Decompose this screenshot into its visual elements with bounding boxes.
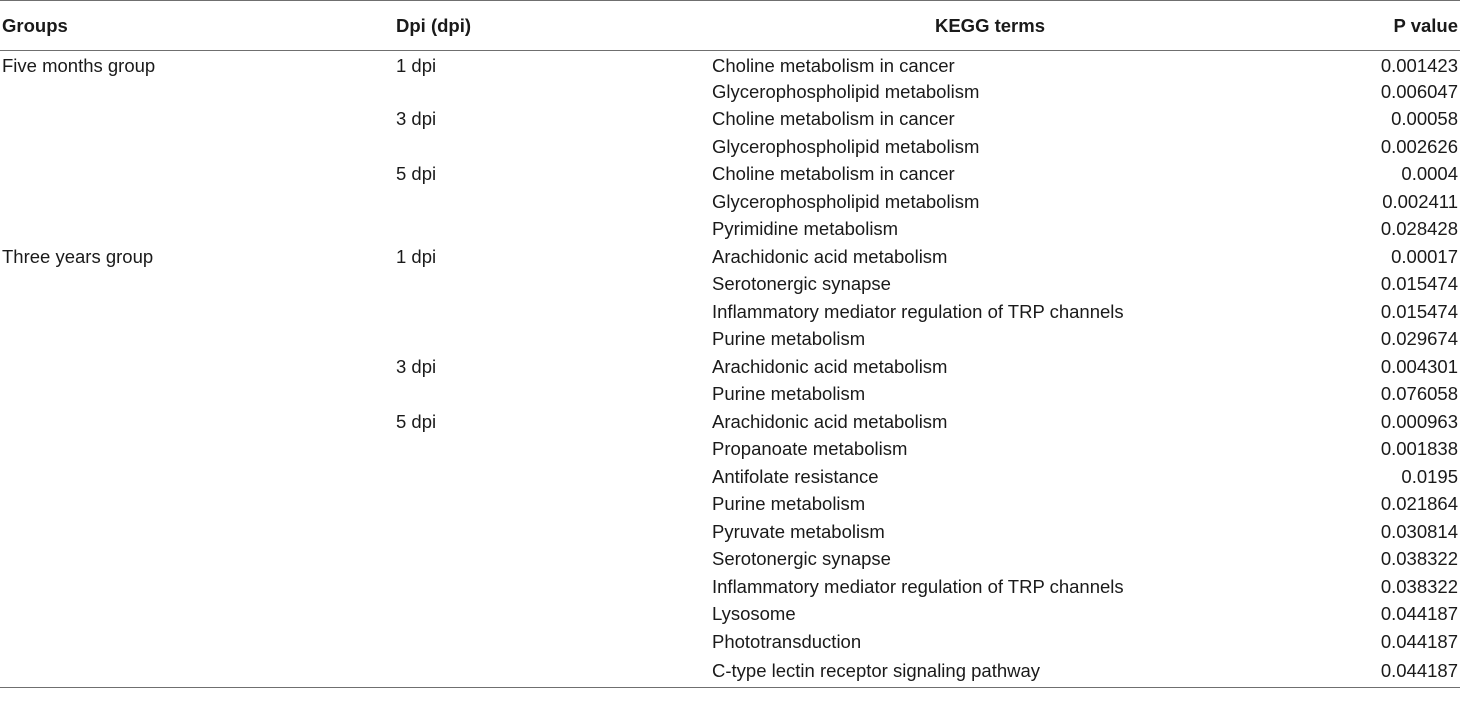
cell-p-value: 0.038322 — [1380, 575, 1458, 597]
cell-kegg-term: Choline metabolism in cancer — [712, 108, 955, 130]
cell-group — [0, 161, 396, 189]
cell-group — [0, 408, 396, 436]
cell-kegg-term: Glycerophospholipid metabolism — [712, 135, 980, 157]
cell-dpi: 5 dpi — [396, 410, 437, 432]
cell-kegg-term: Pyrimidine metabolism — [712, 218, 899, 240]
cell-group — [0, 188, 396, 216]
cell-kegg-term: Choline metabolism in cancer — [712, 163, 955, 185]
cell-kegg-term: Inflammatory mediator regulation of TRP channels — [712, 575, 1124, 597]
table-row — [0, 78, 1460, 106]
table-row — [0, 271, 1460, 299]
table-row — [0, 326, 1460, 354]
table-row — [0, 573, 1460, 601]
cell-kegg-term: Arachidonic acid metabolism — [712, 355, 948, 377]
header-row — [0, 1, 1460, 51]
cell-dpi — [396, 546, 710, 574]
cell-p-value: 0.00017 — [1391, 245, 1458, 267]
cell-group — [0, 518, 396, 546]
cell-kegg-term: Inflammatory mediator regulation of TRP channels — [712, 300, 1124, 322]
cell-dpi — [396, 573, 710, 601]
cell-dpi — [396, 491, 710, 519]
cell-dpi: 3 dpi — [396, 108, 437, 130]
cell-dpi: 1 dpi — [396, 55, 437, 76]
cell-group — [0, 353, 396, 381]
cell-group: Three years group — [2, 245, 154, 267]
cell-p-value: 0.002626 — [1380, 135, 1458, 157]
cell-group — [0, 436, 396, 464]
cell-kegg-term: Glycerophospholipid metabolism — [712, 190, 980, 212]
cell-p-value: 0.006047 — [1380, 80, 1458, 102]
table-row — [0, 298, 1460, 326]
cell-group — [0, 106, 396, 134]
cell-kegg-term: Antifolate resistance — [712, 465, 879, 487]
cell-dpi — [396, 436, 710, 464]
cell-kegg-term: Purine metabolism — [712, 328, 866, 350]
cell-kegg-term: Glycerophospholipid metabolism — [712, 80, 980, 102]
cell-group — [0, 656, 396, 688]
table-row — [0, 243, 1460, 271]
cell-p-value: 0.038322 — [1380, 548, 1458, 570]
cell-p-value: 0.0004 — [1401, 163, 1458, 185]
cell-p-value: 0.000963 — [1380, 410, 1458, 432]
cell-dpi — [396, 188, 710, 216]
cell-p-value: 0.015474 — [1380, 300, 1458, 322]
cell-p-value: 0.004301 — [1380, 355, 1458, 377]
cell-dpi: 3 dpi — [396, 355, 437, 377]
cell-p-value: 0.030814 — [1380, 520, 1458, 542]
cell-kegg-term: Purine metabolism — [712, 383, 866, 405]
table-row — [0, 436, 1460, 464]
header-groups: Groups — [0, 1, 396, 51]
cell-kegg-term: Choline metabolism in cancer — [712, 55, 955, 76]
table-row — [0, 353, 1460, 381]
cell-group — [0, 601, 396, 629]
cell-p-value: 0.044187 — [1270, 656, 1460, 688]
cell-kegg-term: Arachidonic acid metabolism — [712, 245, 948, 267]
table-row — [0, 601, 1460, 629]
cell-dpi — [396, 463, 710, 491]
table-row — [0, 188, 1460, 216]
cell-p-value: 0.021864 — [1380, 493, 1458, 515]
cell-dpi — [396, 133, 710, 161]
header-dpi: Dpi (dpi) — [396, 1, 710, 51]
cell-p-value: 0.002411 — [1382, 190, 1458, 212]
cell-dpi — [396, 628, 710, 656]
table-row — [0, 216, 1460, 244]
header-p-value: P value — [1270, 1, 1460, 51]
cell-group — [0, 463, 396, 491]
table-row — [0, 518, 1460, 546]
cell-dpi — [396, 601, 710, 629]
table-row — [0, 628, 1460, 656]
cell-dpi — [396, 216, 710, 244]
cell-dpi — [396, 381, 710, 409]
table-row — [0, 546, 1460, 574]
cell-group — [0, 546, 396, 574]
cell-group — [0, 326, 396, 354]
cell-group: Five months group — [2, 55, 156, 76]
table-row — [0, 106, 1460, 134]
table-row — [0, 656, 1460, 688]
table-row — [0, 491, 1460, 519]
cell-group — [0, 78, 396, 106]
cell-dpi — [396, 656, 710, 688]
cell-p-value: 0.0195 — [1401, 465, 1458, 487]
cell-group — [0, 271, 396, 299]
table-row — [0, 161, 1460, 189]
cell-kegg-term: Arachidonic acid metabolism — [712, 410, 948, 432]
cell-kegg-term: Purine metabolism — [712, 493, 866, 515]
cell-dpi: 5 dpi — [396, 163, 437, 185]
cell-p-value: 0.044187 — [1380, 603, 1458, 625]
table-body — [0, 51, 1460, 688]
table-row — [0, 408, 1460, 436]
cell-dpi — [396, 271, 710, 299]
cell-group — [0, 491, 396, 519]
cell-group — [0, 573, 396, 601]
cell-group — [0, 216, 396, 244]
cell-p-value: 0.001423 — [1380, 55, 1458, 76]
table-row — [0, 133, 1460, 161]
cell-dpi — [396, 326, 710, 354]
cell-kegg-term: C-type lectin receptor signaling pathway — [710, 656, 1270, 688]
table-row — [0, 463, 1460, 491]
header-kegg-terms: KEGG terms — [710, 1, 1270, 51]
cell-dpi — [396, 518, 710, 546]
cell-p-value: 0.044187 — [1380, 630, 1458, 652]
table-row — [0, 381, 1460, 409]
cell-p-value: 0.00058 — [1391, 108, 1458, 130]
cell-dpi — [396, 78, 710, 106]
cell-group — [0, 133, 396, 161]
cell-kegg-term: Phototransduction — [712, 630, 862, 652]
cell-kegg-term: Lysosome — [712, 603, 796, 625]
cell-p-value: 0.076058 — [1380, 383, 1458, 405]
cell-kegg-term: Propanoate metabolism — [712, 438, 908, 460]
table-header — [0, 1, 1460, 51]
cell-p-value: 0.001838 — [1380, 438, 1458, 460]
cell-dpi: 1 dpi — [396, 245, 437, 267]
cell-group — [0, 381, 396, 409]
cell-dpi — [396, 298, 710, 326]
cell-p-value: 0.015474 — [1380, 273, 1458, 295]
cell-kegg-term: Serotonergic synapse — [712, 548, 891, 570]
cell-kegg-term: Serotonergic synapse — [712, 273, 891, 295]
cell-p-value: 0.029674 — [1380, 328, 1458, 350]
cell-group — [0, 628, 396, 656]
cell-group — [0, 298, 396, 326]
cell-kegg-term: Pyruvate metabolism — [712, 520, 885, 542]
table-row — [0, 51, 1460, 79]
cell-p-value: 0.028428 — [1380, 218, 1458, 240]
